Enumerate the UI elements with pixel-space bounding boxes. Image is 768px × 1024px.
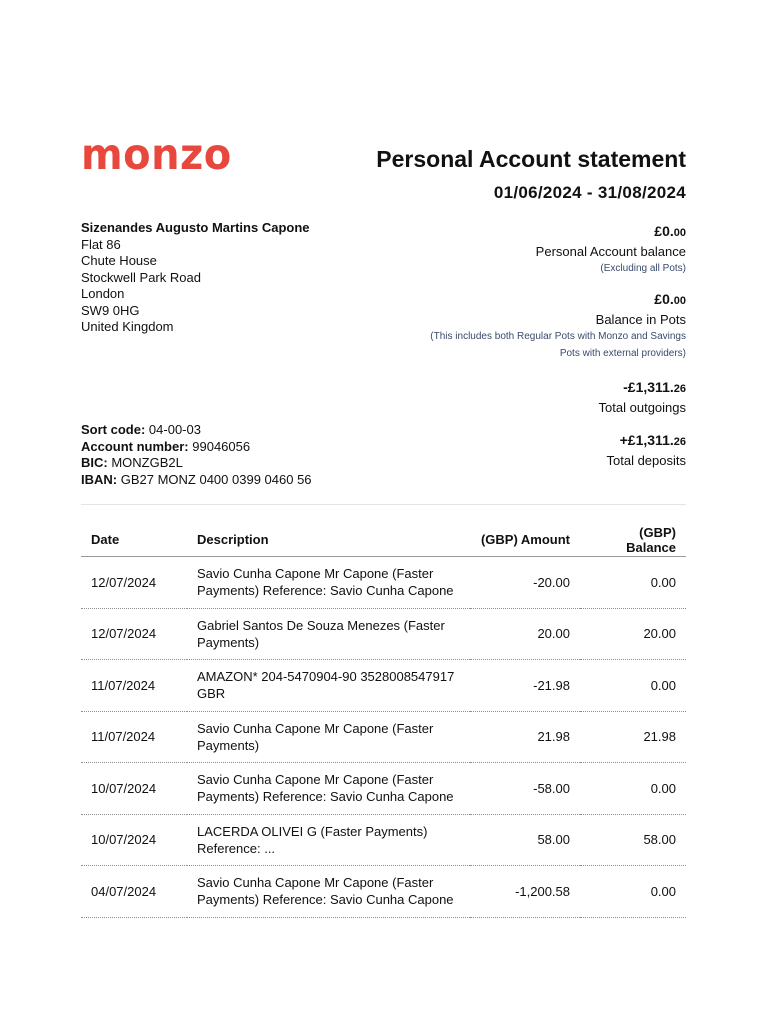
row-date: 10/07/2024 [81, 763, 187, 815]
table-row [81, 557, 686, 609]
table-row [81, 608, 686, 660]
row-description: Savio Cunha Capone Mr Capone (Faster Payments) Reference: Savio Cunha Capone [187, 557, 470, 609]
row-amount: -20.00 [470, 557, 580, 609]
total-outgoings-amount: -£1,311.26 [623, 379, 686, 395]
row-balance: 21.98 [580, 711, 686, 763]
row-description: Savio Cunha Capone Mr Capone (Faster Payments) [187, 711, 470, 763]
row-date: 04/07/2024 [81, 866, 187, 918]
personal-balance-label: Personal Account balance [535, 244, 686, 259]
personal-balance-amount: £0.00 [654, 223, 686, 239]
row-balance: 58.00 [580, 814, 686, 866]
row-balance: 0.00 [580, 866, 686, 918]
account-number: Account number: 99046056 [81, 438, 251, 454]
statement-period: 01/06/2024 - 31/08/2024 [493, 183, 686, 202]
table-row [81, 660, 686, 712]
table-row [81, 814, 686, 866]
transactions-table [81, 523, 686, 918]
column-header-date: Date [81, 523, 187, 557]
row-description: LACERDA OLIVEI G (Faster Payments) Reference: ... [187, 814, 470, 866]
table-row [81, 763, 686, 815]
statement-title: Personal Account statement [376, 146, 686, 172]
column-header-amount: (GBP) Amount [470, 523, 580, 557]
row-date: 11/07/2024 [81, 711, 187, 763]
row-date: 10/07/2024 [81, 814, 187, 866]
row-amount: -21.98 [470, 660, 580, 712]
column-header-balance: (GBP) Balance [580, 523, 686, 557]
column-header-description: Description [187, 523, 470, 557]
pots-balance-label: Balance in Pots [595, 312, 686, 327]
personal-balance-block [386, 222, 686, 277]
total-deposits-amount: +£1,311.26 [619, 432, 686, 448]
total-outgoings-label: Total outgoings [598, 400, 686, 415]
row-amount: 21.98 [470, 711, 580, 763]
address-line: United Kingdom [81, 319, 174, 334]
row-balance: 0.00 [580, 763, 686, 815]
balance-summary [386, 222, 686, 469]
row-date: 11/07/2024 [81, 660, 187, 712]
address-line: Stockwell Park Road [81, 269, 201, 285]
address-line: Chute House [81, 253, 157, 268]
pots-balance-note: Pots with external providers) [559, 348, 686, 359]
row-description: AMAZON* 204-5470904-90 3528008547917 GBR [187, 660, 470, 712]
section-divider [81, 504, 686, 505]
row-date: 12/07/2024 [81, 557, 187, 609]
table-row [81, 711, 686, 763]
row-date: 12/07/2024 [81, 608, 187, 660]
bank-details [81, 422, 312, 488]
row-description: Savio Cunha Capone Mr Capone (Faster Payments) Reference: Savio Cunha Capone [187, 866, 470, 918]
bic-code: BIC: MONZGB2L [81, 455, 183, 470]
pots-balance-amount: £0.00 [654, 291, 686, 307]
iban: IBAN: GB27 MONZ 0400 0399 0460 56 [81, 471, 312, 487]
customer-address [81, 220, 310, 336]
row-description: Savio Cunha Capone Mr Capone (Faster Payments) Reference: Savio Cunha Capone [187, 763, 470, 815]
row-amount: 20.00 [470, 608, 580, 660]
pots-balance-block [386, 290, 686, 362]
address-line: London [81, 286, 125, 301]
sort-code: Sort code: 04-00-03 [81, 422, 201, 437]
personal-balance-note: (Excluding all Pots) [600, 263, 686, 274]
total-outgoings-block [386, 378, 686, 416]
pots-balance-note: (This includes both Regular Pots with Monzo and Savings [430, 331, 686, 342]
row-balance: 0.00 [580, 660, 686, 712]
total-deposits-label: Total deposits [606, 453, 686, 468]
statement-page [81, 0, 686, 1024]
monzo-logo: monzo [81, 130, 232, 180]
total-deposits-block [386, 431, 686, 469]
row-description: Gabriel Santos De Souza Menezes (Faster Payments) [187, 608, 470, 660]
row-amount: 58.00 [470, 814, 580, 866]
table-header-row [81, 523, 686, 557]
address-line: Flat 86 [81, 236, 121, 252]
row-balance: 0.00 [580, 557, 686, 609]
row-amount: -1,200.58 [470, 866, 580, 918]
address-line: SW9 0HG [81, 302, 140, 318]
row-amount: -58.00 [470, 763, 580, 815]
customer-name: Sizenandes Augusto Martins Capone [81, 220, 310, 235]
table-row [81, 866, 686, 918]
row-balance: 20.00 [580, 608, 686, 660]
